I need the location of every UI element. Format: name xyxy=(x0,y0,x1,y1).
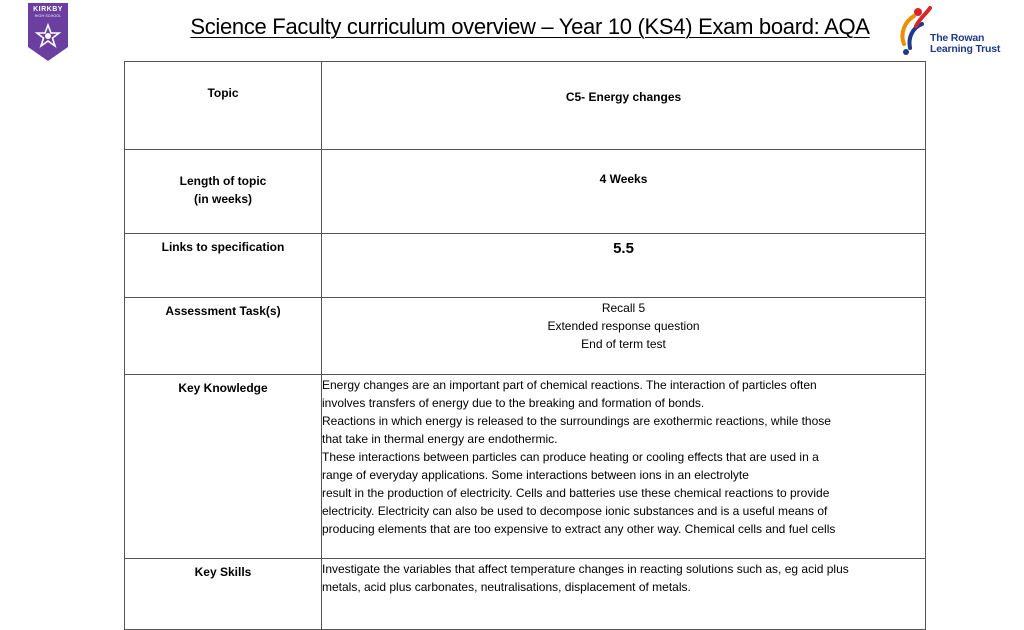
length-label xyxy=(125,150,322,234)
key-knowledge-line: Energy changes are an important part of chemical reactions. The interaction of particles often xyxy=(322,378,817,392)
key-skills-label: Key Skills xyxy=(125,559,322,630)
kirkby-school-logo xyxy=(28,3,68,61)
assessment-item: End of term test xyxy=(581,337,666,351)
kirkby-logo-text: KIRKBY xyxy=(33,6,63,13)
table-row-links xyxy=(125,234,926,298)
key-skills-line: metals, acid plus carbonates, neutralisations, displacement of metals. xyxy=(322,580,691,594)
curriculum-table xyxy=(124,61,926,630)
page-title: Science Faculty curriculum overview – Year 10 (KS4) Exam board: AQA xyxy=(190,14,870,39)
table-row-key-knowledge xyxy=(125,375,926,559)
assessment-item: Recall 5 xyxy=(601,301,646,315)
kirkby-logo-subtext: HIGH SCHOOL xyxy=(34,14,62,18)
links-value: 5.5 xyxy=(322,234,926,298)
table-row-key-skills xyxy=(125,559,926,630)
key-knowledge-line: involves transfers of energy due to the breaking and formation of bonds. xyxy=(322,396,705,410)
topic-value: C5- Energy changes xyxy=(322,62,926,150)
assessment-label: Assessment Task(s) xyxy=(125,298,322,375)
table-row-length xyxy=(125,150,926,234)
key-knowledge-label: Key Knowledge xyxy=(125,375,322,559)
key-knowledge-line: that take in thermal energy are endothermic. xyxy=(322,432,558,446)
trust-logo-line2: Learning Trust xyxy=(930,43,1001,55)
topic-label: Topic xyxy=(125,62,322,150)
length-label-line2: (in weeks) xyxy=(193,192,253,206)
rowan-trust-logo xyxy=(896,4,1001,56)
table-row-assessment xyxy=(125,298,926,375)
links-label: Links to specification xyxy=(125,234,322,298)
key-knowledge-text xyxy=(322,375,926,559)
length-value: 4 Weeks xyxy=(322,150,926,234)
key-skills-line: Investigate the variables that affect temperature changes in reacting solutions such as, eg acid plus xyxy=(322,562,849,576)
key-knowledge-line: result in the production of electricity. Cells and batteries use these chemical reactions to provide xyxy=(322,486,830,500)
table-row-topic xyxy=(125,62,926,150)
length-label-line1: Length of topic xyxy=(179,174,267,188)
assessment-item: Extended response question xyxy=(547,319,700,333)
key-knowledge-line: Reactions in which energy is released to the surroundings are exothermic reactions, while those xyxy=(322,414,831,428)
key-knowledge-line: range of everyday applications. Some interactions between ions in an electrolyte xyxy=(322,468,749,482)
assessment-values xyxy=(322,298,926,375)
trust-logo-line1: The Rowan xyxy=(930,32,985,44)
key-knowledge-line: producing elements that are too expensive to extract any other way. Chemical cells and fuel cells xyxy=(322,522,836,536)
key-knowledge-line: These interactions between particles can produce heating or cooling effects that are used in a xyxy=(322,450,819,464)
key-skills-text xyxy=(322,559,926,630)
key-knowledge-line: electricity. Electricity can also be used to decompose ionic substances and is a useful means of xyxy=(322,504,828,518)
